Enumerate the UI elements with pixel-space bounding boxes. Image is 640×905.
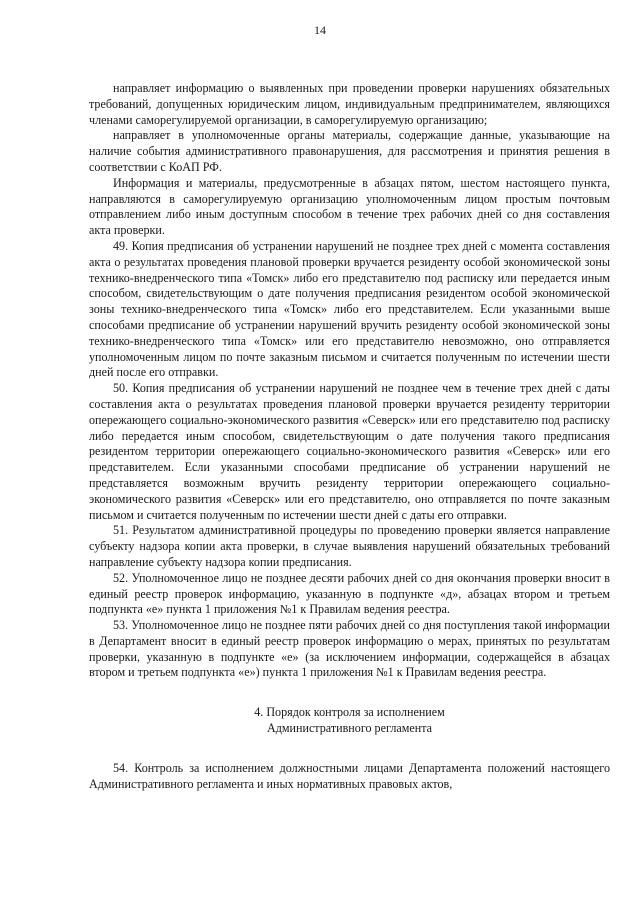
section-heading	[89, 705, 610, 737]
paragraph: Информация и материалы, предусмотренные в абзацах пятом, шестом настоящего пункта, направляются в саморегулируемую организацию уполномоченным лицом простым почтовым отправлением либо иным доступным способом в течение трех рабочих дней со дня составления акта проверки.	[89, 175, 610, 238]
paragraph-52: 52. Уполномоченное лицо не позднее десяти рабочих дней со дня окончания проверки вносит в единый реестр проверок информацию, указанную в подпункте «д», абзацах втором и третьем подпункта «е» пункта 1 приложения №1 к Правилам ведения реестра.	[89, 570, 610, 617]
paragraph: направляет в уполномоченные органы материалы, содержащие данные, указывающие на наличие события административного правонарушения, для рассмотрения и принятия решения в соответствии с КоАП РФ.	[89, 128, 610, 174]
page-number: 14	[314, 23, 326, 37]
section-heading-line-1: 4. Порядок контроля за исполнением	[254, 705, 445, 720]
paragraph: направляет информацию о выявленных при проведении проверки нарушениях обязательных требований, допущенных юридическим лицом, индивидуальным предпринимателем, являющихся членами саморегулируемой организации, в саморегулируемую организацию;	[89, 81, 610, 127]
paragraph-49: 49. Копия предписания об устранении нарушений не позднее трех дней с момента составления акта о результатах проведения плановой проверки вручается резиденту особой экономической зоны технико-внедренческого типа «Томск» либо его представителю под расписку или передается иным способом, свидетельствующим о дате получения предписания резидентом особой экономической зоны технико-внедренческого типа «Томск» либо его представителем. Если указанными выше способами предписание об устранении нарушений вручить резиденту особой экономической зоны технико-внедренческого типа «Томск» или его представителю невозможно, оно отправляется уполномоченным лицом по почте заказным письмом и считается полученным по истечении шести дней после его отправки.	[89, 238, 610, 380]
paragraph-50: 50. Копия предписания об устранении нарушений не позднее чем в течение трех дней с даты составления акта о результатах проведения плановой проверки вручается резиденту территории опережающего социально-экономического развития «Северск» или его представителю под расписку либо передается иным способом, свидетельствующим о дате получения такого предписания резидентом территории опережающего социально-экономического развития «Северск» или его представителем. Если указанными способами предписание об устранении нарушений не представляется возможным вручить резиденту территории опережающего социально-экономического развития «Северск» или его представителю, оно отправляется по почте заказным письмом и считается полученным по истечении шести дней с даты его отправки.	[89, 381, 610, 522]
paragraph-54: 54. Контроль за исполнением должностными лицами Департамента положений настоящего Административного регламента и иных нормативных правовых актов,	[89, 760, 610, 791]
paragraph-53: 53. Уполномоченное лицо не позднее пяти рабочих дней со дня поступления такой информации в Департамент вносит в единый реестр проверок информацию о мерах, принятых по результатам проверки, указанную в подпункте «е» (за исключением информации, содержащейся в абзацах втором и третьем подпункта «е») пункта 1 приложения №1 к Правилам ведения реестра.	[89, 618, 610, 680]
section-heading-line-2: Административного регламента	[266, 721, 433, 736]
paragraph-51: 51. Результатом административной процедуры по проведению проверки является направление субъекту надзора копии акта проверки, в случае выявления нарушений обязательных требований направление субъекту надзора копии предписания.	[89, 523, 610, 569]
document-body	[89, 81, 610, 792]
